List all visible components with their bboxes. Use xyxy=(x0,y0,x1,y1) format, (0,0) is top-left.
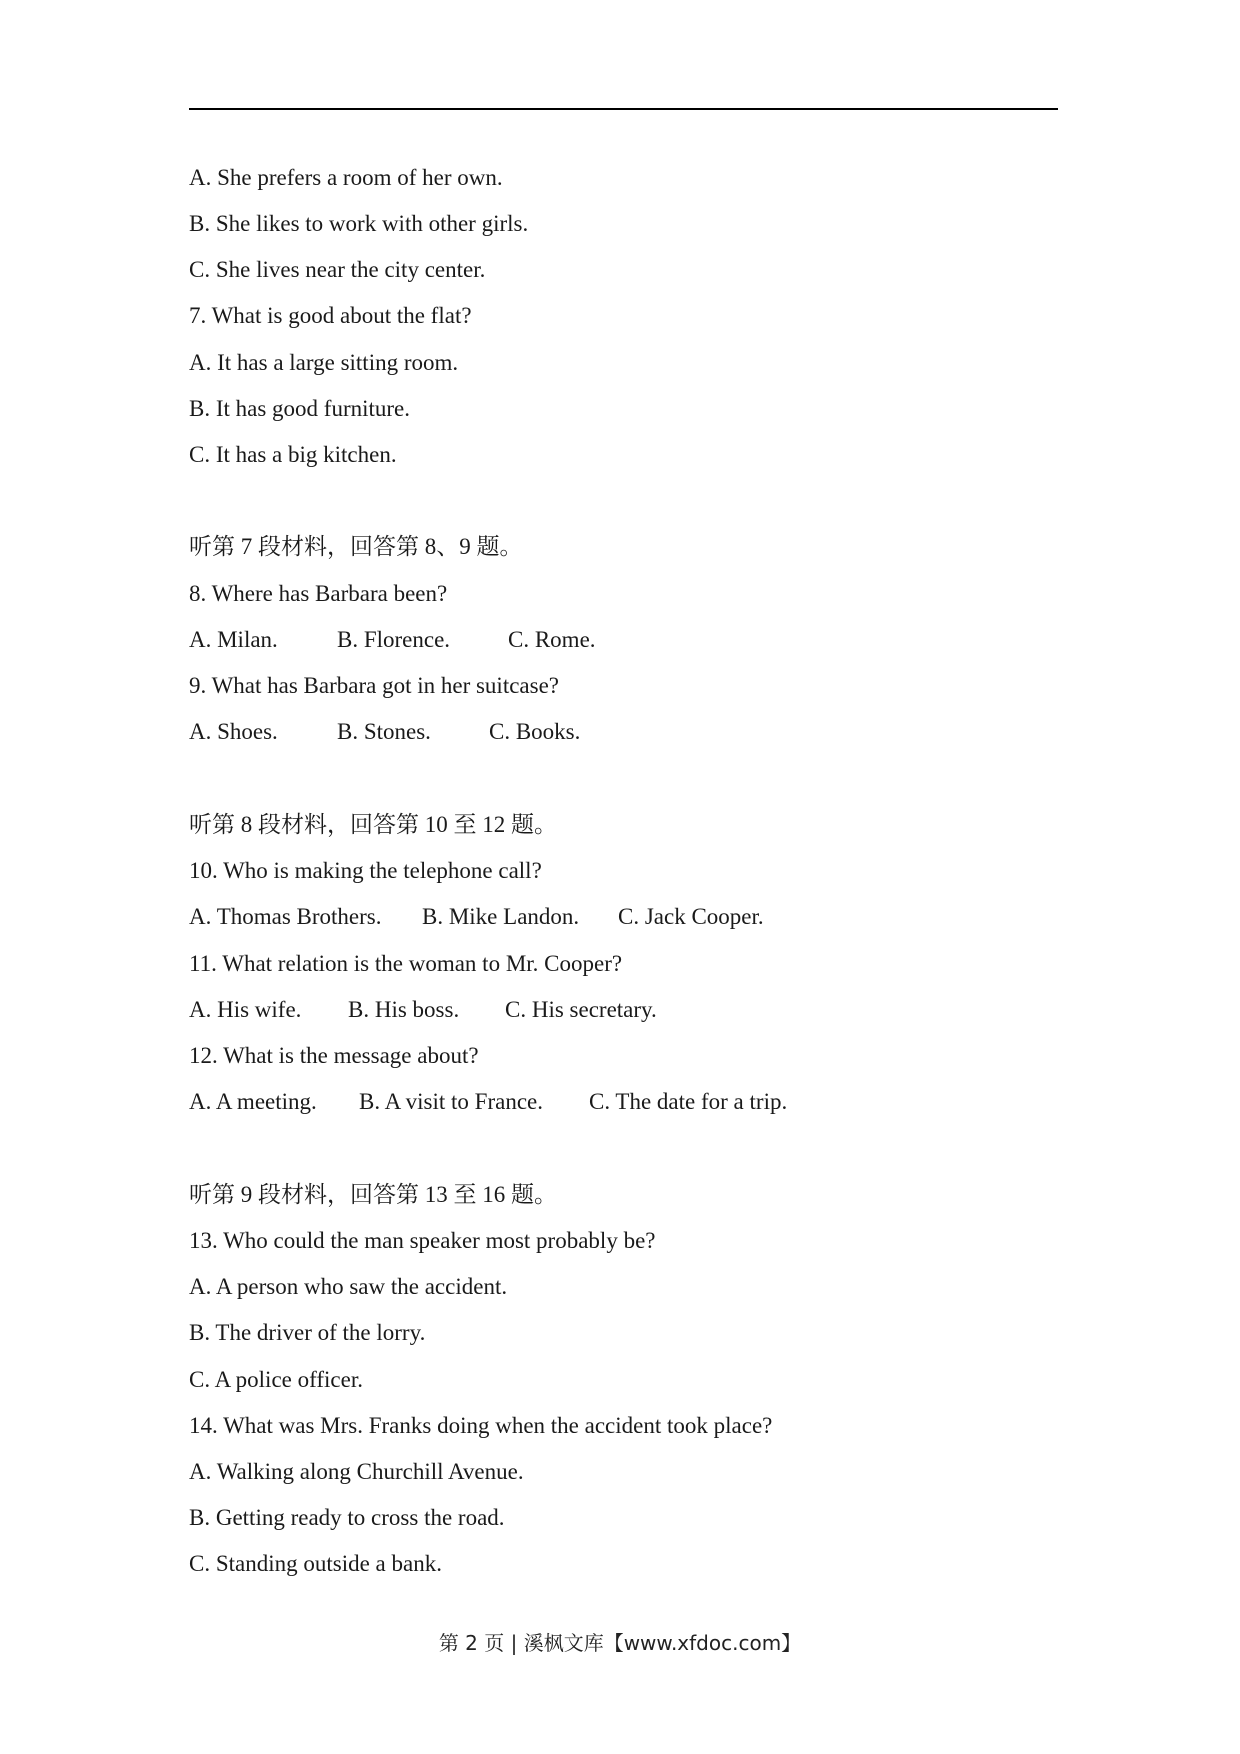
option-a: A. Thomas Brothers. xyxy=(189,904,382,929)
option-c: C. Books. xyxy=(489,719,581,744)
question-line: 13. Who could the man speaker most probably be? xyxy=(189,1228,656,1253)
question-line: 8. Where has Barbara been? xyxy=(189,581,448,606)
option-b: B. Mike Landon. xyxy=(422,904,580,929)
option-line: B. The driver of the lorry. xyxy=(189,1320,426,1345)
section-heading: 听第 9 段材料，回答第 13 至 16 题。 xyxy=(189,1182,557,1207)
options-row xyxy=(189,718,580,746)
question-line: 14. What was Mrs. Franks doing when the accident took place? xyxy=(189,1413,773,1438)
option-line: B. She likes to work with other girls. xyxy=(189,211,529,236)
question-line: 11. What relation is the woman to Mr. Cooper? xyxy=(189,951,623,976)
option-c: C. Jack Cooper. xyxy=(618,904,764,929)
option-c: C. His secretary. xyxy=(505,997,657,1022)
header-rule xyxy=(189,108,1058,110)
option-b: B. A visit to France. xyxy=(359,1089,543,1114)
options-row xyxy=(189,1088,787,1116)
section-heading: 听第 8 段材料，回答第 10 至 12 题。 xyxy=(189,812,557,837)
question-line: 12. What is the message about? xyxy=(189,1043,479,1068)
option-a: A. Milan. xyxy=(189,627,278,652)
option-line: C. Standing outside a bank. xyxy=(189,1551,442,1576)
option-b: B. Florence. xyxy=(337,627,451,652)
option-a: A. His wife. xyxy=(189,997,302,1022)
option-line: B. It has good furniture. xyxy=(189,396,411,421)
option-c: C. Rome. xyxy=(508,627,596,652)
option-a: A. A meeting. xyxy=(189,1089,317,1114)
option-line: C. She lives near the city center. xyxy=(189,257,486,282)
option-line: B. Getting ready to cross the road. xyxy=(189,1505,505,1530)
question-line: 10. Who is making the telephone call? xyxy=(189,858,542,883)
option-a: A. Shoes. xyxy=(189,719,278,744)
option-line: A. She prefers a room of her own. xyxy=(189,165,503,190)
options-row xyxy=(189,903,764,931)
option-line: A. It has a large sitting room. xyxy=(189,350,459,375)
page-footer: 第 2 页 | 溪枫文库【www.xfdoc.com】 xyxy=(438,1631,802,1655)
question-line: 7. What is good about the flat? xyxy=(189,303,472,328)
option-line: A. A person who saw the accident. xyxy=(189,1274,508,1299)
option-b: B. His boss. xyxy=(348,997,460,1022)
question-line: 9. What has Barbara got in her suitcase? xyxy=(189,673,559,698)
options-row xyxy=(189,626,596,654)
option-line: C. A police officer. xyxy=(189,1367,363,1392)
option-line: A. Walking along Churchill Avenue. xyxy=(189,1459,524,1484)
section-heading: 听第 7 段材料，回答第 8、9 题。 xyxy=(189,534,523,559)
option-line: C. It has a big kitchen. xyxy=(189,442,397,467)
options-row xyxy=(189,996,657,1024)
option-c: C. The date for a trip. xyxy=(589,1089,788,1114)
option-b: B. Stones. xyxy=(337,719,431,744)
